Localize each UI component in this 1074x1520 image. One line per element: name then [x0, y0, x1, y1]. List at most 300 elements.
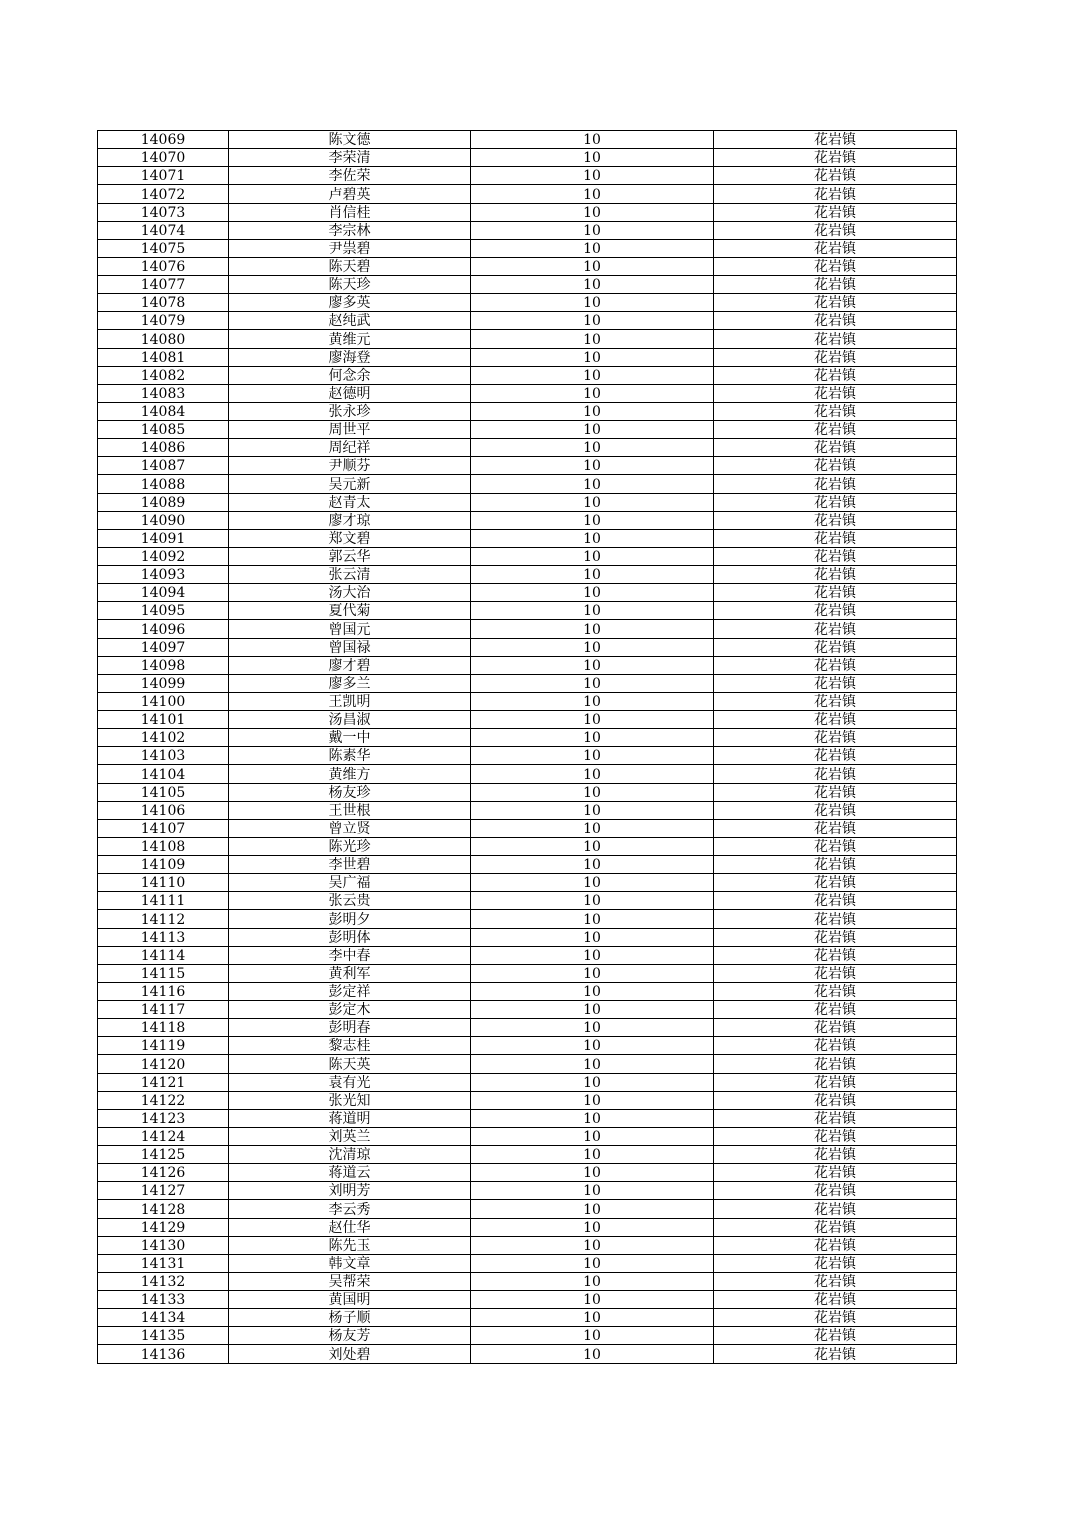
town-cell: 花岩镇 [714, 366, 957, 384]
name-cell: 赵纯武 [229, 312, 471, 330]
name-cell: 曾立贤 [229, 819, 471, 837]
name-cell: 廖多兰 [229, 674, 471, 692]
row-number-cell: 14078 [98, 294, 229, 312]
table-row [98, 1127, 957, 1145]
table-row [98, 149, 957, 167]
row-number-cell: 14106 [98, 801, 229, 819]
row-number-cell: 14103 [98, 747, 229, 765]
amount-cell: 10 [471, 1272, 714, 1290]
row-number-cell: 14130 [98, 1236, 229, 1254]
town-cell: 花岩镇 [714, 1164, 957, 1182]
town-cell: 花岩镇 [714, 257, 957, 275]
name-cell: 王凯明 [229, 692, 471, 710]
town-cell: 花岩镇 [714, 203, 957, 221]
town-cell: 花岩镇 [714, 874, 957, 892]
table-row [98, 167, 957, 185]
table-row [98, 602, 957, 620]
row-number-cell: 14073 [98, 203, 229, 221]
table-row [98, 1055, 957, 1073]
name-cell: 黎志桂 [229, 1037, 471, 1055]
table-row [98, 239, 957, 257]
row-number-cell: 14082 [98, 366, 229, 384]
row-number-cell: 14119 [98, 1037, 229, 1055]
amount-cell: 10 [471, 692, 714, 710]
table-row [98, 276, 957, 294]
name-cell: 彭定祥 [229, 982, 471, 1000]
amount-cell: 10 [471, 620, 714, 638]
town-cell: 花岩镇 [714, 982, 957, 1000]
row-number-cell: 14084 [98, 402, 229, 420]
town-cell: 花岩镇 [714, 747, 957, 765]
town-cell: 花岩镇 [714, 384, 957, 402]
table-row [98, 131, 957, 149]
table-row [98, 294, 957, 312]
row-number-cell: 14086 [98, 439, 229, 457]
amount-cell: 10 [471, 1164, 714, 1182]
amount-cell: 10 [471, 511, 714, 529]
amount-cell: 10 [471, 529, 714, 547]
name-cell: 陈天英 [229, 1055, 471, 1073]
row-number-cell: 14115 [98, 964, 229, 982]
town-cell: 花岩镇 [714, 765, 957, 783]
town-cell: 花岩镇 [714, 946, 957, 964]
name-cell: 郑文碧 [229, 529, 471, 547]
amount-cell: 10 [471, 1327, 714, 1345]
row-number-cell: 14133 [98, 1291, 229, 1309]
amount-cell: 10 [471, 638, 714, 656]
name-cell: 赵德明 [229, 384, 471, 402]
table-row [98, 856, 957, 874]
name-cell: 汤大治 [229, 584, 471, 602]
amount-cell: 10 [471, 566, 714, 584]
amount-cell: 10 [471, 674, 714, 692]
row-number-cell: 14074 [98, 221, 229, 239]
table-row [98, 1073, 957, 1091]
name-cell: 郭云华 [229, 547, 471, 565]
table-row [98, 1254, 957, 1272]
roster-table [97, 130, 957, 1364]
amount-cell: 10 [471, 330, 714, 348]
table-row [98, 221, 957, 239]
table-row [98, 1291, 957, 1309]
name-cell: 刘处碧 [229, 1345, 471, 1363]
amount-cell: 10 [471, 874, 714, 892]
town-cell: 花岩镇 [714, 439, 957, 457]
table-row [98, 801, 957, 819]
town-cell: 花岩镇 [714, 511, 957, 529]
table-row [98, 1218, 957, 1236]
row-number-cell: 14096 [98, 620, 229, 638]
amount-cell: 10 [471, 1019, 714, 1037]
amount-cell: 10 [471, 928, 714, 946]
table-row [98, 312, 957, 330]
amount-cell: 10 [471, 801, 714, 819]
amount-cell: 10 [471, 856, 714, 874]
name-cell: 黄利军 [229, 964, 471, 982]
amount-cell: 10 [471, 276, 714, 294]
amount-cell: 10 [471, 1055, 714, 1073]
town-cell: 花岩镇 [714, 620, 957, 638]
name-cell: 陈素华 [229, 747, 471, 765]
amount-cell: 10 [471, 910, 714, 928]
amount-cell: 10 [471, 421, 714, 439]
name-cell: 汤昌淑 [229, 711, 471, 729]
row-number-cell: 14070 [98, 149, 229, 167]
name-cell: 廖才琼 [229, 511, 471, 529]
name-cell: 杨友珍 [229, 783, 471, 801]
row-number-cell: 14129 [98, 1218, 229, 1236]
table-row [98, 203, 957, 221]
name-cell: 尹祟碧 [229, 239, 471, 257]
name-cell: 肖信桂 [229, 203, 471, 221]
table-row [98, 1200, 957, 1218]
name-cell: 彭明体 [229, 928, 471, 946]
table-row [98, 402, 957, 420]
town-cell: 花岩镇 [714, 892, 957, 910]
row-number-cell: 14126 [98, 1164, 229, 1182]
amount-cell: 10 [471, 402, 714, 420]
town-cell: 花岩镇 [714, 1254, 957, 1272]
town-cell: 花岩镇 [714, 964, 957, 982]
town-cell: 花岩镇 [714, 692, 957, 710]
town-cell: 花岩镇 [714, 729, 957, 747]
table-row [98, 547, 957, 565]
name-cell: 曾国元 [229, 620, 471, 638]
name-cell: 陈先玉 [229, 1236, 471, 1254]
amount-cell: 10 [471, 1236, 714, 1254]
name-cell: 王世根 [229, 801, 471, 819]
table-row [98, 257, 957, 275]
amount-cell: 10 [471, 149, 714, 167]
row-number-cell: 14120 [98, 1055, 229, 1073]
town-cell: 花岩镇 [714, 330, 957, 348]
town-cell: 花岩镇 [714, 856, 957, 874]
amount-cell: 10 [471, 167, 714, 185]
name-cell: 赵仕华 [229, 1218, 471, 1236]
row-number-cell: 14116 [98, 982, 229, 1000]
town-cell: 花岩镇 [714, 1055, 957, 1073]
row-number-cell: 14069 [98, 131, 229, 149]
name-cell: 吴广福 [229, 874, 471, 892]
table-row [98, 1146, 957, 1164]
table-row [98, 529, 957, 547]
row-number-cell: 14085 [98, 421, 229, 439]
table-row [98, 1327, 957, 1345]
town-cell: 花岩镇 [714, 584, 957, 602]
name-cell: 韩文章 [229, 1254, 471, 1272]
row-number-cell: 14112 [98, 910, 229, 928]
amount-cell: 10 [471, 384, 714, 402]
town-cell: 花岩镇 [714, 421, 957, 439]
table-row [98, 475, 957, 493]
amount-cell: 10 [471, 1109, 714, 1127]
row-number-cell: 14101 [98, 711, 229, 729]
amount-cell: 10 [471, 783, 714, 801]
table-row [98, 330, 957, 348]
town-cell: 花岩镇 [714, 602, 957, 620]
amount-cell: 10 [471, 439, 714, 457]
row-number-cell: 14090 [98, 511, 229, 529]
row-number-cell: 14092 [98, 547, 229, 565]
row-number-cell: 14135 [98, 1327, 229, 1345]
name-cell: 黄维元 [229, 330, 471, 348]
row-number-cell: 14111 [98, 892, 229, 910]
name-cell: 尹顺芬 [229, 457, 471, 475]
name-cell: 卢碧英 [229, 185, 471, 203]
table-row [98, 711, 957, 729]
town-cell: 花岩镇 [714, 1218, 957, 1236]
town-cell: 花岩镇 [714, 348, 957, 366]
name-cell: 周纪祥 [229, 439, 471, 457]
row-number-cell: 14079 [98, 312, 229, 330]
name-cell: 李云秀 [229, 1200, 471, 1218]
name-cell: 廖海登 [229, 348, 471, 366]
amount-cell: 10 [471, 1309, 714, 1327]
amount-cell: 10 [471, 1073, 714, 1091]
name-cell: 李荣清 [229, 149, 471, 167]
town-cell: 花岩镇 [714, 1001, 957, 1019]
name-cell: 陈文德 [229, 131, 471, 149]
name-cell: 蒋道明 [229, 1109, 471, 1127]
amount-cell: 10 [471, 584, 714, 602]
row-number-cell: 14071 [98, 167, 229, 185]
table-row [98, 439, 957, 457]
town-cell: 花岩镇 [714, 547, 957, 565]
amount-cell: 10 [471, 1001, 714, 1019]
table-row [98, 1272, 957, 1290]
table-row [98, 1345, 957, 1363]
town-cell: 花岩镇 [714, 1236, 957, 1254]
amount-cell: 10 [471, 366, 714, 384]
name-cell: 彭定木 [229, 1001, 471, 1019]
table-row [98, 964, 957, 982]
table-row [98, 910, 957, 928]
town-cell: 花岩镇 [714, 239, 957, 257]
row-number-cell: 14131 [98, 1254, 229, 1272]
amount-cell: 10 [471, 656, 714, 674]
amount-cell: 10 [471, 457, 714, 475]
name-cell: 黄国明 [229, 1291, 471, 1309]
amount-cell: 10 [471, 493, 714, 511]
amount-cell: 10 [471, 1218, 714, 1236]
table-row [98, 819, 957, 837]
town-cell: 花岩镇 [714, 1200, 957, 1218]
name-cell: 陈光珍 [229, 837, 471, 855]
row-number-cell: 14075 [98, 239, 229, 257]
amount-cell: 10 [471, 1182, 714, 1200]
amount-cell: 10 [471, 239, 714, 257]
town-cell: 花岩镇 [714, 1309, 957, 1327]
amount-cell: 10 [471, 602, 714, 620]
amount-cell: 10 [471, 765, 714, 783]
name-cell: 赵青太 [229, 493, 471, 511]
row-number-cell: 14121 [98, 1073, 229, 1091]
town-cell: 花岩镇 [714, 1109, 957, 1127]
name-cell: 刘英兰 [229, 1127, 471, 1145]
amount-cell: 10 [471, 1127, 714, 1145]
row-number-cell: 14123 [98, 1109, 229, 1127]
row-number-cell: 14098 [98, 656, 229, 674]
name-cell: 陈天珍 [229, 276, 471, 294]
row-number-cell: 14081 [98, 348, 229, 366]
row-number-cell: 14127 [98, 1182, 229, 1200]
town-cell: 花岩镇 [714, 837, 957, 855]
amount-cell: 10 [471, 711, 714, 729]
row-number-cell: 14113 [98, 928, 229, 946]
table-row [98, 566, 957, 584]
name-cell: 夏代菊 [229, 602, 471, 620]
name-cell: 杨友芳 [229, 1327, 471, 1345]
amount-cell: 10 [471, 964, 714, 982]
name-cell: 蒋道云 [229, 1164, 471, 1182]
town-cell: 花岩镇 [714, 711, 957, 729]
amount-cell: 10 [471, 131, 714, 149]
row-number-cell: 14134 [98, 1309, 229, 1327]
table-row [98, 1236, 957, 1254]
row-number-cell: 14077 [98, 276, 229, 294]
table-row [98, 837, 957, 855]
amount-cell: 10 [471, 348, 714, 366]
amount-cell: 10 [471, 1037, 714, 1055]
town-cell: 花岩镇 [714, 783, 957, 801]
amount-cell: 10 [471, 294, 714, 312]
table-row [98, 1309, 957, 1327]
row-number-cell: 14105 [98, 783, 229, 801]
name-cell: 张光知 [229, 1091, 471, 1109]
table-row [98, 946, 957, 964]
amount-cell: 10 [471, 837, 714, 855]
table-row [98, 765, 957, 783]
amount-cell: 10 [471, 819, 714, 837]
row-number-cell: 14099 [98, 674, 229, 692]
row-number-cell: 14117 [98, 1001, 229, 1019]
table-row [98, 1182, 957, 1200]
name-cell: 吴元新 [229, 475, 471, 493]
row-number-cell: 14104 [98, 765, 229, 783]
town-cell: 花岩镇 [714, 928, 957, 946]
town-cell: 花岩镇 [714, 1037, 957, 1055]
name-cell: 李宗林 [229, 221, 471, 239]
town-cell: 花岩镇 [714, 1146, 957, 1164]
row-number-cell: 14097 [98, 638, 229, 656]
town-cell: 花岩镇 [714, 185, 957, 203]
table-row [98, 348, 957, 366]
table-row [98, 1109, 957, 1127]
town-cell: 花岩镇 [714, 1327, 957, 1345]
amount-cell: 10 [471, 203, 714, 221]
row-number-cell: 14100 [98, 692, 229, 710]
town-cell: 花岩镇 [714, 149, 957, 167]
table-row [98, 674, 957, 692]
row-number-cell: 14108 [98, 837, 229, 855]
name-cell: 刘明芳 [229, 1182, 471, 1200]
row-number-cell: 14114 [98, 946, 229, 964]
town-cell: 花岩镇 [714, 910, 957, 928]
town-cell: 花岩镇 [714, 1073, 957, 1091]
town-cell: 花岩镇 [714, 1127, 957, 1145]
table-row [98, 692, 957, 710]
row-number-cell: 14128 [98, 1200, 229, 1218]
table-row [98, 185, 957, 203]
name-cell: 张云清 [229, 566, 471, 584]
table-row [98, 928, 957, 946]
town-cell: 花岩镇 [714, 1091, 957, 1109]
amount-cell: 10 [471, 1146, 714, 1164]
town-cell: 花岩镇 [714, 638, 957, 656]
name-cell: 廖才碧 [229, 656, 471, 674]
table-row [98, 638, 957, 656]
table-row [98, 366, 957, 384]
table-row [98, 511, 957, 529]
row-number-cell: 14136 [98, 1345, 229, 1363]
amount-cell: 10 [471, 547, 714, 565]
town-cell: 花岩镇 [714, 294, 957, 312]
town-cell: 花岩镇 [714, 566, 957, 584]
table-row [98, 620, 957, 638]
town-cell: 花岩镇 [714, 801, 957, 819]
town-cell: 花岩镇 [714, 312, 957, 330]
row-number-cell: 14094 [98, 584, 229, 602]
table-row [98, 729, 957, 747]
amount-cell: 10 [471, 185, 714, 203]
table-row [98, 1001, 957, 1019]
table-row [98, 1091, 957, 1109]
row-number-cell: 14122 [98, 1091, 229, 1109]
town-cell: 花岩镇 [714, 819, 957, 837]
table-row [98, 1037, 957, 1055]
town-cell: 花岩镇 [714, 1345, 957, 1363]
table-row [98, 982, 957, 1000]
name-cell: 廖多英 [229, 294, 471, 312]
town-cell: 花岩镇 [714, 457, 957, 475]
amount-cell: 10 [471, 312, 714, 330]
amount-cell: 10 [471, 1091, 714, 1109]
amount-cell: 10 [471, 1254, 714, 1272]
name-cell: 戴一中 [229, 729, 471, 747]
name-cell: 袁有光 [229, 1073, 471, 1091]
row-number-cell: 14109 [98, 856, 229, 874]
name-cell: 李世碧 [229, 856, 471, 874]
town-cell: 花岩镇 [714, 493, 957, 511]
amount-cell: 10 [471, 729, 714, 747]
amount-cell: 10 [471, 1200, 714, 1218]
name-cell: 周世平 [229, 421, 471, 439]
name-cell: 沈清琼 [229, 1146, 471, 1164]
table-row [98, 493, 957, 511]
name-cell: 彭明春 [229, 1019, 471, 1037]
table-row [98, 584, 957, 602]
name-cell: 黄维方 [229, 765, 471, 783]
amount-cell: 10 [471, 1345, 714, 1363]
row-number-cell: 14118 [98, 1019, 229, 1037]
name-cell: 李佐荣 [229, 167, 471, 185]
row-number-cell: 14091 [98, 529, 229, 547]
name-cell: 曾国禄 [229, 638, 471, 656]
row-number-cell: 14124 [98, 1127, 229, 1145]
name-cell: 李中春 [229, 946, 471, 964]
amount-cell: 10 [471, 982, 714, 1000]
table-row [98, 892, 957, 910]
town-cell: 花岩镇 [714, 221, 957, 239]
name-cell: 吴帮荣 [229, 1272, 471, 1290]
town-cell: 花岩镇 [714, 529, 957, 547]
town-cell: 花岩镇 [714, 276, 957, 294]
town-cell: 花岩镇 [714, 1272, 957, 1290]
town-cell: 花岩镇 [714, 167, 957, 185]
row-number-cell: 14093 [98, 566, 229, 584]
amount-cell: 10 [471, 257, 714, 275]
amount-cell: 10 [471, 946, 714, 964]
